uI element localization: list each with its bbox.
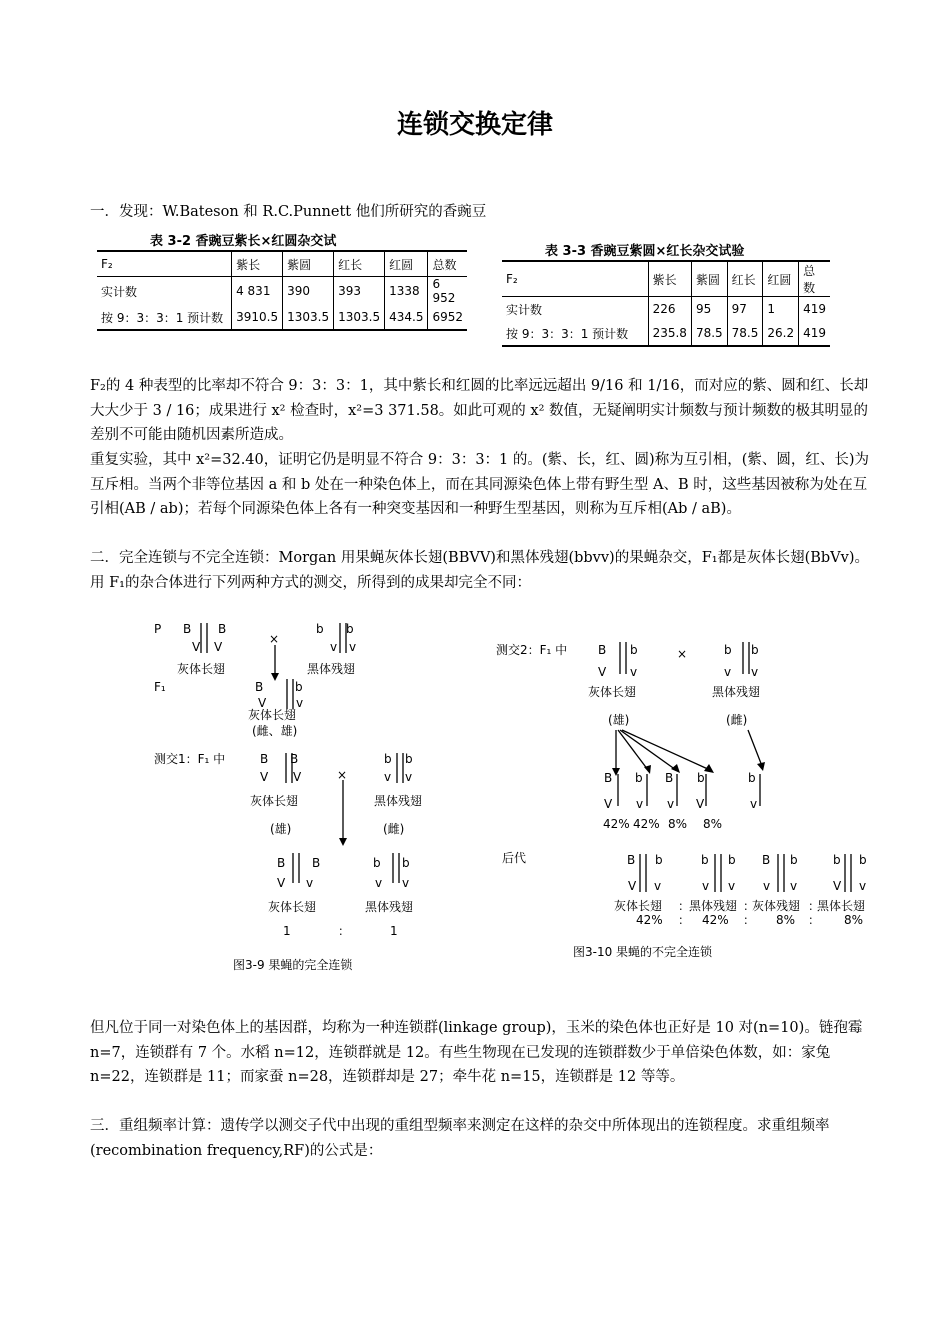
ratio-separator: ： <box>808 913 821 927</box>
male-label: (雄) <box>270 822 292 836</box>
svg-text:b: b <box>790 853 798 867</box>
figure-incomplete-linkage <box>490 630 890 965</box>
paragraph-linkage-groups: 但凡位于同一对染色体上的基因群，均称为一种连锁群(linkage group)，玉米的染色体也正好是 10 对(n=10)。链孢霉 n=7，连锁群有 7 个。水稻 n=12，连锁群就是 12。有些生物现在已发现的连锁群数少于单倍染色体数，如：家兔 n=22，连锁群是 11；而家蚕 n=28，连锁群却是 27；牵牛花 n=15，连锁群是 12 等等。 <box>90 1020 863 1085</box>
table-cell: 实计数 <box>506 302 543 317</box>
svg-text:V: V <box>604 797 613 811</box>
table-header-cell: 红圆 <box>763 261 799 297</box>
table-cell: 78.5 <box>691 321 727 346</box>
table-cell: 393 <box>334 277 385 306</box>
table2-caption: 表 3-3 香豌豆紫圆×红长杂交试验 <box>545 244 745 259</box>
table-cell: 6952 <box>428 305 467 330</box>
offspring-pct: 8% <box>844 913 864 927</box>
offspring-label: 后代 <box>502 851 527 865</box>
ratio-separator: ： <box>743 899 756 913</box>
svg-text:v: v <box>306 876 314 890</box>
offspring-pct: 8% <box>776 913 796 927</box>
male-label: (雄) <box>608 713 630 727</box>
cross-symbol: × <box>677 647 688 661</box>
table-row <box>97 277 467 306</box>
table-cell: 78.5 <box>727 321 763 346</box>
offspring-recomb2-label: 黑体长翅 <box>817 899 866 913</box>
svg-text:b: b <box>316 622 324 636</box>
svg-text:b: b <box>405 752 413 766</box>
male-parent-label: 灰体长翅 <box>250 794 299 808</box>
f1-label: F₁ <box>154 680 166 694</box>
svg-text:B: B <box>218 622 227 636</box>
svg-text:V: V <box>214 640 223 654</box>
testcross2-label: 测交2：F₁ 中 <box>496 643 568 657</box>
table1-caption: 表 3-2 香豌豆紫长×红圆杂交试 <box>150 234 337 249</box>
ratio-separator: ： <box>743 913 756 927</box>
offspring-black-label: 黑体残翅 <box>365 900 414 914</box>
f1-sex-label: (雌、雄) <box>252 724 298 738</box>
svg-text:B: B <box>312 856 321 870</box>
offspring-recomb1-label: 灰体残翅 <box>752 899 801 913</box>
table-cell: 1303.5 <box>283 305 334 330</box>
table-header-cell: 紫长 <box>648 261 691 297</box>
table-cell: 419 <box>799 297 830 322</box>
female-parent-label: 黑体残翅 <box>712 685 761 699</box>
svg-text:v: v <box>349 640 357 654</box>
svg-text:b: b <box>697 771 705 785</box>
svg-text:V: V <box>696 797 705 811</box>
table-header-cell: 紫圆 <box>283 251 334 277</box>
svg-text:V: V <box>598 665 607 679</box>
svg-text:v: v <box>667 797 675 811</box>
svg-text:v: v <box>724 665 732 679</box>
gamete-pct: 8% <box>703 817 723 831</box>
gamete-pct: 42% <box>603 817 630 831</box>
paragraph-recombination: 三．重组频率计算：遗传学以测交子代中出现的重组型频率来测定在这样的杂交中所体现出的连锁程度。求重组频率(recombination frequency,RF)的公式是： <box>90 1118 830 1159</box>
svg-text:b: b <box>728 853 736 867</box>
svg-text:v: v <box>384 770 392 784</box>
svg-text:v: v <box>750 797 758 811</box>
table-cell: 按 9：3：3：1 预计数 <box>97 305 232 330</box>
offspring-pct: 42% <box>636 913 663 927</box>
svg-text:v: v <box>763 879 771 893</box>
table-row <box>502 321 830 346</box>
table-header-cell: 总数 <box>428 251 467 277</box>
svg-text:b: b <box>346 622 354 636</box>
table-cell: 1 <box>763 297 799 322</box>
svg-text:B: B <box>277 856 286 870</box>
svg-text:v: v <box>751 665 759 679</box>
svg-text:b: b <box>635 771 643 785</box>
table-cell: 6 952 <box>428 277 467 306</box>
gamete-pct: 42% <box>633 817 660 831</box>
table-header-cell: 红长 <box>727 261 763 297</box>
svg-text:b: b <box>295 680 303 694</box>
svg-text:B: B <box>598 643 607 657</box>
table-cell: 226 <box>648 297 691 322</box>
testcross1-label: 测交1：F₁ 中 <box>154 752 226 766</box>
ratio-b: 1 <box>390 924 398 938</box>
table-cell: 实计数 <box>101 284 138 299</box>
svg-text:v: v <box>654 879 662 893</box>
ratio-a: 1 <box>283 924 291 938</box>
svg-text:b: b <box>724 643 732 657</box>
svg-text:b: b <box>701 853 709 867</box>
svg-text:v: v <box>859 879 867 893</box>
table-header-cell: F₂ <box>97 251 232 277</box>
gamete-pct: 8% <box>668 817 688 831</box>
svg-text:B: B <box>665 771 674 785</box>
female-label: (雌) <box>726 713 748 727</box>
svg-text:V: V <box>293 770 302 784</box>
svg-text:v: v <box>630 665 638 679</box>
cross-symbol: × <box>269 632 280 646</box>
svg-text:V: V <box>260 770 269 784</box>
table-header-cell: F₂ <box>502 261 648 297</box>
ratio-separator: ： <box>338 924 351 938</box>
offspring-grey-label: 灰体长翅 <box>614 899 663 913</box>
female-label: (雌) <box>383 822 405 836</box>
grey-long-label: 灰体长翅 <box>177 662 226 676</box>
table-header-cell: 总数 <box>799 261 830 297</box>
svg-text:v: v <box>405 770 413 784</box>
table-header-cell: 红圆 <box>385 251 428 277</box>
paragraph-ratio: F₂的 4 种表型的比率却不符合 9：3：3：1，其中紫长和红圆的比率远远超出 9/16 和 1/16，而对应的紫、圆和红、长却大大少于 3 / 16；成果进行 x² 检查时，x²=3 371.58。如此可观的 x² 数值，无疑阐明实计频数与预计频数的极其明显的差别不可能由随机因素所造成。 <box>90 378 869 443</box>
cross-symbol: × <box>337 768 348 782</box>
p-label: P <box>154 622 162 636</box>
offspring-pct: 42% <box>702 913 729 927</box>
table-cell: 1338 <box>385 277 428 306</box>
svg-text:v: v <box>728 879 736 893</box>
page-title: 连锁交换定律 <box>396 110 553 140</box>
svg-text:B: B <box>627 853 636 867</box>
table-cell: 97 <box>727 297 763 322</box>
svg-text:V: V <box>628 879 637 893</box>
svg-text:V: V <box>258 696 267 710</box>
svg-text:v: v <box>702 879 710 893</box>
svg-text:B: B <box>260 752 269 766</box>
svg-text:V: V <box>833 879 842 893</box>
svg-text:V: V <box>277 876 286 890</box>
svg-text:b: b <box>630 643 638 657</box>
svg-text:v: v <box>636 797 644 811</box>
figure1-caption: 图3-9 果蝇的完全连锁 <box>233 958 353 972</box>
svg-text:b: b <box>833 853 841 867</box>
ratio-separator: ： <box>678 913 691 927</box>
table-header-cell: 紫长 <box>232 251 283 277</box>
male-parent-label: 灰体长翅 <box>588 685 637 699</box>
svg-text:B: B <box>762 853 771 867</box>
svg-text:v: v <box>790 879 798 893</box>
table-header-cell: 红长 <box>334 251 385 277</box>
figure2-caption: 图3-10 果蝇的不完全连锁 <box>573 945 713 959</box>
svg-text:v: v <box>330 640 338 654</box>
table-cell: 419 <box>799 321 830 346</box>
f1-phenotype-label: 灰体长翅 <box>248 708 297 722</box>
svg-text:B: B <box>290 752 299 766</box>
paragraph-linkage: 二．完全连锁与不完全连锁：Morgan 用果蝇灰体长翅(BBVV)和黑体残翅(bbvv)的果蝇杂交，F₁都是灰体长翅(BbVv)。用 F₁的杂合体进行下列两种方式的测交，所得到的成果却完全不同： <box>90 550 869 591</box>
svg-text:v: v <box>375 876 383 890</box>
svg-text:b: b <box>751 643 759 657</box>
svg-text:v: v <box>296 696 304 710</box>
table-cell: 95 <box>691 297 727 322</box>
offspring-black-label: 黑体残翅 <box>689 899 738 913</box>
table2 <box>502 260 830 347</box>
svg-text:B: B <box>604 771 613 785</box>
table-cell: 26.2 <box>763 321 799 346</box>
table-header-row <box>502 261 830 297</box>
offspring-grey-label: 灰体长翅 <box>268 900 317 914</box>
table-row <box>97 305 467 330</box>
ratio-separator: ： <box>808 899 821 913</box>
svg-text:b: b <box>655 853 663 867</box>
svg-text:V: V <box>192 640 201 654</box>
table-cell: 4 831 <box>232 277 283 306</box>
svg-text:B: B <box>183 622 192 636</box>
table-cell: 按 9：3：3：1 预计数 <box>502 321 648 346</box>
svg-text:b: b <box>373 856 381 870</box>
table1 <box>97 250 467 331</box>
table-cell: 235.8 <box>648 321 691 346</box>
table-header-cell: 紫圆 <box>691 261 727 297</box>
table-cell: 390 <box>283 277 334 306</box>
svg-text:B: B <box>255 680 264 694</box>
intro-paragraph: 一．发现：W.Bateson 和 R.C.Punnett 他们所研究的香豌豆 <box>90 204 487 220</box>
table-cell: 3910.5 <box>232 305 283 330</box>
table-row <box>502 297 830 322</box>
svg-text:b: b <box>748 771 756 785</box>
table-cell: 1303.5 <box>334 305 385 330</box>
svg-text:v: v <box>402 876 410 890</box>
svg-text:b: b <box>384 752 392 766</box>
black-vestigial-label: 黑体残翅 <box>307 662 356 676</box>
ratio-separator: ： <box>678 899 691 913</box>
table-cell: 434.5 <box>385 305 428 330</box>
svg-text:b: b <box>402 856 410 870</box>
figure-complete-linkage <box>140 615 460 980</box>
paragraph-repeat: 重复实验，其中 x²=32.40，证明它仍是明显不符合 9：3：3：1 的。(紫、长，红、圆)称为互引相，(紫、圆，红、长)为互斥相。当两个非等位基因 a 和 b 处在一种染色体上，而在其同源染色体上带有野生型 A、B 时，这些基因被称为处在互引相(AB / ab)；若每个同源染色体上各有一种突变基因和一种野生型基因，则称为互斥相(Ab / aB)。 <box>90 452 870 517</box>
female-parent-label: 黑体残翅 <box>374 794 423 808</box>
table-header-row <box>97 251 467 277</box>
svg-text:b: b <box>859 853 867 867</box>
